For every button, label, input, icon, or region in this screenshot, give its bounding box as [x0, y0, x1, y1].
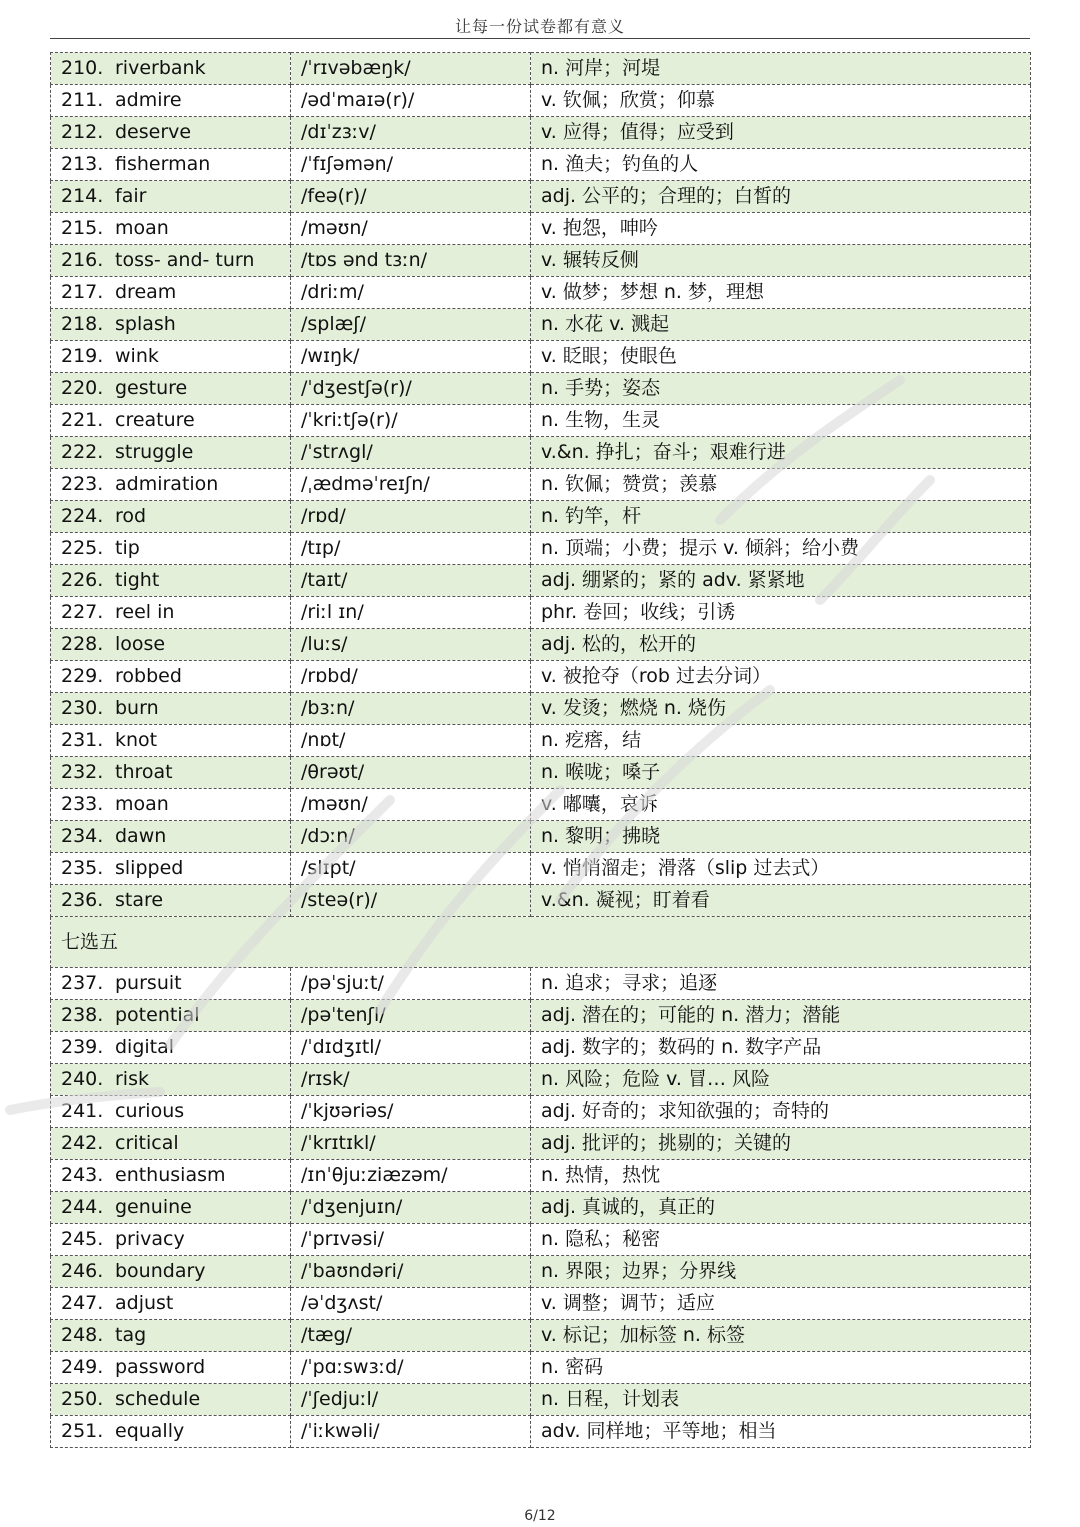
word-cell — [51, 149, 291, 181]
word-cell — [51, 245, 291, 277]
phonetic-cell: /riːl ɪn/ — [291, 597, 531, 629]
entry-number: 232. — [61, 761, 104, 783]
word-cell — [51, 885, 291, 917]
phonetic-cell: /rɒbd/ — [291, 661, 531, 693]
word-cell — [51, 1320, 291, 1352]
word-cell — [51, 725, 291, 757]
meaning-cell: v. 被抢夺（rob 过去分词） — [531, 661, 1031, 693]
entry-number: 214. — [61, 185, 104, 207]
entry-word: critical — [115, 1132, 179, 1154]
entry-word: schedule — [115, 1388, 201, 1410]
entry-word: potential — [115, 1004, 200, 1026]
entry-number: 234. — [61, 825, 104, 847]
meaning-cell: n. 水花 v. 溅起 — [531, 309, 1031, 341]
word-cell — [51, 821, 291, 853]
phonetic-cell: /driːm/ — [291, 277, 531, 309]
word-cell — [51, 1288, 291, 1320]
entry-word: moan — [115, 793, 169, 815]
phonetic-cell: /ˈprɪvəsi/ — [291, 1224, 531, 1256]
table-row — [51, 757, 1031, 789]
word-cell — [51, 789, 291, 821]
word-cell — [51, 693, 291, 725]
table-row — [51, 968, 1031, 1000]
table-row — [51, 469, 1031, 501]
word-cell — [51, 1224, 291, 1256]
word-cell — [51, 1416, 291, 1448]
word-cell — [51, 968, 291, 1000]
table-row — [51, 661, 1031, 693]
entry-word: dream — [115, 281, 177, 303]
entry-number: 245. — [61, 1228, 104, 1250]
meaning-cell: n. 喉咙；嗓子 — [531, 757, 1031, 789]
entry-word: digital — [115, 1036, 175, 1058]
phonetic-cell: /ˈrɪvəbæŋk/ — [291, 53, 531, 85]
phonetic-cell: /taɪt/ — [291, 565, 531, 597]
phonetic-cell: /bɜːn/ — [291, 693, 531, 725]
entry-word: splash — [115, 313, 176, 335]
table-row — [51, 1096, 1031, 1128]
table-row — [51, 821, 1031, 853]
entry-number: 233. — [61, 793, 104, 815]
entry-word: struggle — [115, 441, 194, 463]
entry-number: 220. — [61, 377, 104, 399]
meaning-cell: v. 做梦；梦想 n. 梦，理想 — [531, 277, 1031, 309]
meaning-cell: adj. 数字的；数码的 n. 数字产品 — [531, 1032, 1031, 1064]
word-cell — [51, 437, 291, 469]
phonetic-cell: /ˈʃedjuːl/ — [291, 1384, 531, 1416]
entry-number: 222. — [61, 441, 104, 463]
meaning-cell: v. 发烫；燃烧 n. 烧伤 — [531, 693, 1031, 725]
meaning-cell: n. 界限；边界；分界线 — [531, 1256, 1031, 1288]
meaning-cell: adj. 绷紧的；紧的 adv. 紧紧地 — [531, 565, 1031, 597]
entry-word: fair — [115, 185, 147, 207]
table-row — [51, 725, 1031, 757]
word-cell — [51, 1128, 291, 1160]
word-cell — [51, 373, 291, 405]
meaning-cell: v. 抱怨，呻吟 — [531, 213, 1031, 245]
table-row — [51, 309, 1031, 341]
meaning-cell: adj. 松的，松开的 — [531, 629, 1031, 661]
entry-word: curious — [115, 1100, 185, 1122]
entry-word: pursuit — [115, 972, 182, 994]
meaning-cell: adj. 好奇的；求知欲强的；奇特的 — [531, 1096, 1031, 1128]
meaning-cell: n. 隐私；秘密 — [531, 1224, 1031, 1256]
phonetic-cell: /ədˈmaɪə(r)/ — [291, 85, 531, 117]
word-cell — [51, 501, 291, 533]
phonetic-cell: /ˈkrɪtɪkl/ — [291, 1128, 531, 1160]
table-row — [51, 565, 1031, 597]
table-row — [51, 1000, 1031, 1032]
word-cell — [51, 53, 291, 85]
entry-word: deserve — [115, 121, 192, 143]
table-row — [51, 1160, 1031, 1192]
table-row — [51, 149, 1031, 181]
table-row — [51, 885, 1031, 917]
phonetic-cell: /tɒs ənd tɜːn/ — [291, 245, 531, 277]
phonetic-cell: /luːs/ — [291, 629, 531, 661]
table-row — [51, 341, 1031, 373]
table-row — [51, 53, 1031, 85]
entry-word: password — [115, 1356, 206, 1378]
table-row — [51, 1064, 1031, 1096]
table-row — [51, 1224, 1031, 1256]
table-row — [51, 1128, 1031, 1160]
entry-word: privacy — [115, 1228, 185, 1250]
word-cell — [51, 181, 291, 213]
word-cell — [51, 1032, 291, 1064]
meaning-cell: n. 手势；姿态 — [531, 373, 1031, 405]
phonetic-cell: /məʊn/ — [291, 213, 531, 245]
word-cell — [51, 661, 291, 693]
entry-word: enthusiasm — [115, 1164, 226, 1186]
meaning-cell: phr. 卷回；收线；引诱 — [531, 597, 1031, 629]
entry-word: toss- and- turn — [115, 249, 255, 271]
word-cell — [51, 1160, 291, 1192]
phonetic-cell: /nɒt/ — [291, 725, 531, 757]
meaning-cell: v. 嘟囔，哀诉 — [531, 789, 1031, 821]
phonetic-cell: /əˈdʒʌst/ — [291, 1288, 531, 1320]
entry-word: knot — [115, 729, 158, 751]
entry-number: 229. — [61, 665, 104, 687]
meaning-cell: n. 钦佩；赞赏；羡慕 — [531, 469, 1031, 501]
entry-number: 218. — [61, 313, 104, 335]
phonetic-cell: /slɪpt/ — [291, 853, 531, 885]
meaning-cell: n. 风险；危险 v. 冒… 风险 — [531, 1064, 1031, 1096]
entry-number: 243. — [61, 1164, 104, 1186]
entry-word: wink — [115, 345, 159, 367]
phonetic-cell: /tɪp/ — [291, 533, 531, 565]
word-cell — [51, 341, 291, 373]
phonetic-cell: /ˈpɑːswɜːd/ — [291, 1352, 531, 1384]
word-cell — [51, 533, 291, 565]
entry-word: loose — [115, 633, 166, 655]
table-row — [51, 245, 1031, 277]
entry-number: 247. — [61, 1292, 104, 1314]
meaning-cell: adj. 公平的；合理的；白皙的 — [531, 181, 1031, 213]
word-cell — [51, 1384, 291, 1416]
entry-number: 248. — [61, 1324, 104, 1346]
header-divider — [50, 38, 1030, 39]
phonetic-cell: /ˈdɪdʒɪtl/ — [291, 1032, 531, 1064]
meaning-cell: v. 调整；调节；适应 — [531, 1288, 1031, 1320]
meaning-cell: v. 辗转反侧 — [531, 245, 1031, 277]
meaning-cell: n. 顶端；小费；提示 v. 倾斜；给小费 — [531, 533, 1031, 565]
entry-number: 242. — [61, 1132, 104, 1154]
entry-word: admire — [115, 89, 182, 111]
entry-number: 215. — [61, 217, 104, 239]
table-row — [51, 85, 1031, 117]
page-header-title: 让每一份试卷都有意义 — [454, 17, 625, 36]
phonetic-cell: /ˈkjʊəriəs/ — [291, 1096, 531, 1128]
table-row — [51, 533, 1031, 565]
phonetic-cell: /ˌædməˈreɪʃn/ — [291, 469, 531, 501]
entry-word: moan — [115, 217, 169, 239]
entry-number: 228. — [61, 633, 104, 655]
phonetic-cell: /splæʃ/ — [291, 309, 531, 341]
meaning-cell: adj. 潜在的；可能的 n. 潜力；潜能 — [531, 1000, 1031, 1032]
entry-number: 211. — [61, 89, 104, 111]
entry-word: creature — [115, 409, 195, 431]
table-row — [51, 1256, 1031, 1288]
entry-word: adjust — [115, 1292, 174, 1314]
meaning-cell: v. 标记；加标签 n. 标签 — [531, 1320, 1031, 1352]
meaning-cell: v.&n. 挣扎；奋斗；艰难行进 — [531, 437, 1031, 469]
meaning-cell: n. 疙瘩，结 — [531, 725, 1031, 757]
entry-number: 235. — [61, 857, 104, 879]
entry-number: 249. — [61, 1356, 104, 1378]
entry-number: 221. — [61, 409, 104, 431]
entry-word: tip — [115, 537, 140, 559]
phonetic-cell: /rɪsk/ — [291, 1064, 531, 1096]
table-row — [51, 1320, 1031, 1352]
table-row — [51, 117, 1031, 149]
word-cell — [51, 1192, 291, 1224]
phonetic-cell: /ˈstrʌgl/ — [291, 437, 531, 469]
entry-word: robbed — [115, 665, 182, 687]
table-row — [51, 629, 1031, 661]
entry-number: 219. — [61, 345, 104, 367]
entry-word: genuine — [115, 1196, 192, 1218]
entry-word: riverbank — [115, 57, 206, 79]
phonetic-cell: /ɪnˈθjuːziæzəm/ — [291, 1160, 531, 1192]
entry-word: risk — [115, 1068, 149, 1090]
table-row — [51, 501, 1031, 533]
phonetic-cell: /feə(r)/ — [291, 181, 531, 213]
entry-word: equally — [115, 1420, 185, 1442]
meaning-cell: v. 悄悄溜走；滑落（slip 过去式） — [531, 853, 1031, 885]
entry-number: 236. — [61, 889, 104, 911]
word-cell — [51, 309, 291, 341]
table-row — [51, 1032, 1031, 1064]
meaning-cell: n. 追求；寻求；追逐 — [531, 968, 1031, 1000]
meaning-cell: adv. 同样地；平等地；相当 — [531, 1416, 1031, 1448]
phonetic-cell: /ˈkriːtʃə(r)/ — [291, 405, 531, 437]
table-row — [51, 1416, 1031, 1448]
meaning-cell: n. 渔夫；钓鱼的人 — [531, 149, 1031, 181]
entry-number: 217. — [61, 281, 104, 303]
meaning-cell: v. 眨眼；使眼色 — [531, 341, 1031, 373]
entry-word: admiration — [115, 473, 219, 495]
entry-word: stare — [115, 889, 164, 911]
table-row — [51, 373, 1031, 405]
word-cell — [51, 1256, 291, 1288]
entry-number: 212. — [61, 121, 104, 143]
table-row — [51, 597, 1031, 629]
entry-number: 246. — [61, 1260, 104, 1282]
meaning-cell: n. 日程，计划表 — [531, 1384, 1031, 1416]
table-row — [51, 789, 1031, 821]
phonetic-cell: /wɪŋk/ — [291, 341, 531, 373]
page-number: 6/12 — [524, 1508, 556, 1524]
table-row — [51, 181, 1031, 213]
table-row — [51, 853, 1031, 885]
entry-word: rod — [115, 505, 147, 527]
table-row — [51, 1192, 1031, 1224]
entry-number: 244. — [61, 1196, 104, 1218]
meaning-cell: v. 应得；值得；应受到 — [531, 117, 1031, 149]
table-row — [51, 405, 1031, 437]
entry-word: tag — [115, 1324, 147, 1346]
entry-number: 210. — [61, 57, 104, 79]
entry-number: 226. — [61, 569, 104, 591]
entry-number: 230. — [61, 697, 104, 719]
entry-number: 241. — [61, 1100, 104, 1122]
entry-number: 227. — [61, 601, 104, 623]
phonetic-cell: /ˈdʒestʃə(r)/ — [291, 373, 531, 405]
entry-word: fisherman — [115, 153, 211, 175]
word-cell — [51, 85, 291, 117]
meaning-cell: v. 钦佩；欣赏；仰慕 — [531, 85, 1031, 117]
entry-number: 216. — [61, 249, 104, 271]
entry-word: slipped — [115, 857, 184, 879]
vocabulary-table — [50, 52, 1031, 1448]
section-title: 七选五 — [51, 917, 1031, 968]
table-row — [51, 1288, 1031, 1320]
meaning-cell: v.&n. 凝视；盯着看 — [531, 885, 1031, 917]
entry-number: 240. — [61, 1068, 104, 1090]
entry-number: 250. — [61, 1388, 104, 1410]
meaning-cell: n. 热情，热忱 — [531, 1160, 1031, 1192]
phonetic-cell: /rɒd/ — [291, 501, 531, 533]
entry-number: 239. — [61, 1036, 104, 1058]
table-row — [51, 213, 1031, 245]
table-row — [51, 277, 1031, 309]
meaning-cell: adj. 真诚的，真正的 — [531, 1192, 1031, 1224]
entry-number: 238. — [61, 1004, 104, 1026]
section-row — [51, 917, 1031, 968]
word-cell — [51, 853, 291, 885]
phonetic-cell: /ˈfɪʃəmən/ — [291, 149, 531, 181]
word-cell — [51, 757, 291, 789]
entry-word: dawn — [115, 825, 167, 847]
meaning-cell: n. 黎明；拂晓 — [531, 821, 1031, 853]
phonetic-cell: /ˈbaʊndəri/ — [291, 1256, 531, 1288]
entry-number: 225. — [61, 537, 104, 559]
entry-number: 213. — [61, 153, 104, 175]
meaning-cell: n. 生物，生灵 — [531, 405, 1031, 437]
entry-number: 251. — [61, 1420, 104, 1442]
phonetic-cell: /ˈiːkwəli/ — [291, 1416, 531, 1448]
phonetic-cell: /pəˈsjuːt/ — [291, 968, 531, 1000]
word-cell — [51, 277, 291, 309]
entry-word: tight — [115, 569, 160, 591]
word-cell — [51, 597, 291, 629]
meaning-cell: n. 河岸；河堤 — [531, 53, 1031, 85]
table-row — [51, 1384, 1031, 1416]
meaning-cell: n. 钓竿，杆 — [531, 501, 1031, 533]
table-row — [51, 1352, 1031, 1384]
phonetic-cell: /dɪˈzɜːv/ — [291, 117, 531, 149]
phonetic-cell: /steə(r)/ — [291, 885, 531, 917]
phonetic-cell: /dɔːn/ — [291, 821, 531, 853]
entry-word: gesture — [115, 377, 188, 399]
word-cell — [51, 1352, 291, 1384]
word-cell — [51, 629, 291, 661]
phonetic-cell: /məʊn/ — [291, 789, 531, 821]
table-row — [51, 693, 1031, 725]
entry-number: 231. — [61, 729, 104, 751]
phonetic-cell: /θrəʊt/ — [291, 757, 531, 789]
word-cell — [51, 117, 291, 149]
entry-word: reel in — [115, 601, 175, 623]
word-cell — [51, 469, 291, 501]
entry-word: boundary — [115, 1260, 206, 1282]
word-cell — [51, 1096, 291, 1128]
phonetic-cell: /ˈdʒenjuɪn/ — [291, 1192, 531, 1224]
entry-number: 224. — [61, 505, 104, 527]
table-row — [51, 437, 1031, 469]
meaning-cell: adj. 批评的；挑剔的；关键的 — [531, 1128, 1031, 1160]
phonetic-cell: /tæg/ — [291, 1320, 531, 1352]
word-cell — [51, 213, 291, 245]
phonetic-cell: /pəˈtenʃl/ — [291, 1000, 531, 1032]
word-cell — [51, 1064, 291, 1096]
word-cell — [51, 1000, 291, 1032]
entry-number: 223. — [61, 473, 104, 495]
word-cell — [51, 405, 291, 437]
vocabulary-table-body — [51, 53, 1031, 1448]
entry-number: 237. — [61, 972, 104, 994]
meaning-cell: n. 密码 — [531, 1352, 1031, 1384]
entry-word: burn — [115, 697, 159, 719]
word-cell — [51, 565, 291, 597]
entry-word: throat — [115, 761, 173, 783]
